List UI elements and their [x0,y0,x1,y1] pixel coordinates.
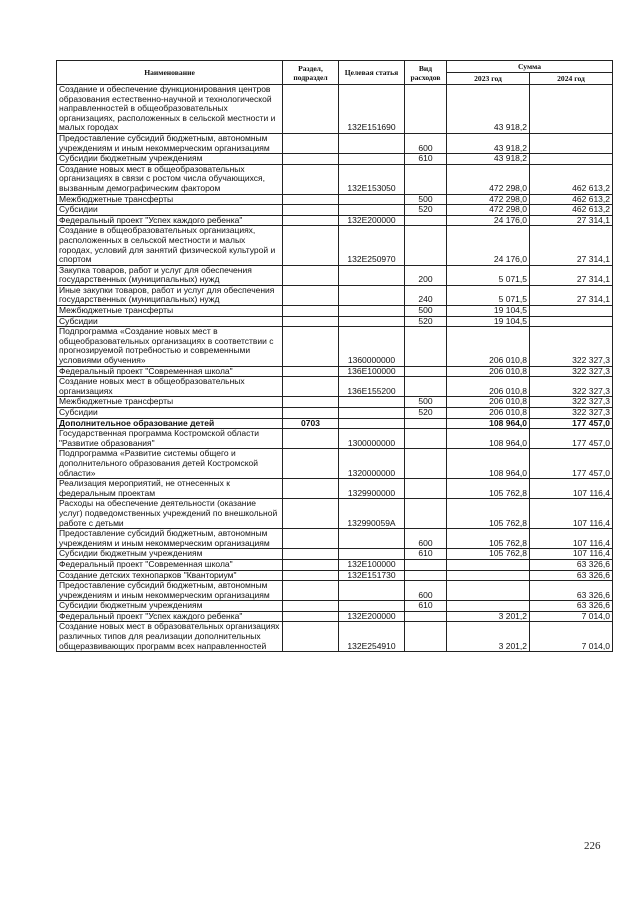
row-razdel [283,559,339,570]
row-statia [339,133,405,153]
row-sum-2023: 206 010,8 [447,397,530,408]
row-vid [405,429,447,449]
row-name: Подпрограмма «Развитие системы общего и дополнительного образования детей Костромской области» [57,449,283,479]
row-sum-2024: 107 116,4 [530,549,613,560]
row-sum-2023: 472 298,0 [447,194,530,205]
table-row [57,570,613,581]
row-razdel [283,549,339,560]
row-vid [405,377,447,397]
table-row [57,327,613,366]
header-statia: Целевая статья [339,61,405,85]
row-name: Государственная программа Костромской области "Развитие образования" [57,429,283,449]
row-sum-2023: 43 918,2 [447,154,530,165]
row-name: Федеральный проект "Успех каждого ребенка" [57,215,283,226]
row-statia [339,408,405,419]
row-sum-2023: 105 762,8 [447,499,530,529]
row-statia [339,549,405,560]
row-sum-2023: 108 964,0 [447,418,530,429]
row-sum-2023: 5 071,5 [447,265,530,285]
row-vid [405,622,447,652]
row-statia: 132E151730 [339,570,405,581]
table-header [57,61,613,85]
row-name: Межбюджетные трансферты [57,306,283,317]
table-row [57,611,613,622]
row-vid: 600 [405,529,447,549]
row-statia [339,205,405,216]
row-razdel [283,397,339,408]
row-statia [339,581,405,601]
budget-table [56,60,613,652]
row-name: Реализация мероприятий, не отнесенных к федеральным проектам [57,479,283,499]
row-statia [339,285,405,305]
table-row [57,429,613,449]
row-sum-2024: 27 314,1 [530,285,613,305]
table-row [57,316,613,327]
row-sum-2024 [530,133,613,153]
row-sum-2024: 63 326,6 [530,581,613,601]
table-row [57,366,613,377]
row-razdel [283,479,339,499]
row-name: Субсидии [57,205,283,216]
row-sum-2024: 27 314,1 [530,215,613,226]
row-razdel [283,215,339,226]
row-sum-2023: 105 762,8 [447,549,530,560]
row-name: Предоставление субсидий бюджетным, автономным учреждениям и иным некоммерческим организациям [57,581,283,601]
header-2024: 2024 год [530,73,613,85]
row-vid [405,366,447,377]
row-vid [405,479,447,499]
row-sum-2024: 177 457,0 [530,429,613,449]
table-row [57,164,613,194]
row-sum-2024: 27 314,1 [530,265,613,285]
row-name: Создание новых мест в образовательных организациях различных типов для реализации дополнительных общеразвивающих программ всех направленностей [57,622,283,652]
row-sum-2024: 462 613,2 [530,205,613,216]
row-name: Подпрограмма «Создание новых мест в общеобразовательных организациях в соответствии с прогнозируемой потребностью и современными условиями обучения» [57,327,283,366]
row-vid: 610 [405,154,447,165]
row-sum-2024: 462 613,2 [530,194,613,205]
row-vid [405,559,447,570]
row-sum-2024: 322 327,3 [530,397,613,408]
row-statia [339,265,405,285]
row-statia: 1320000000 [339,449,405,479]
row-statia: 136E100000 [339,366,405,377]
row-statia: 136E155200 [339,377,405,397]
row-vid: 600 [405,133,447,153]
row-name: Субсидии бюджетным учреждениям [57,154,283,165]
row-sum-2023: 206 010,8 [447,366,530,377]
row-vid: 520 [405,408,447,419]
row-statia: 132E250970 [339,226,405,265]
table-row [57,408,613,419]
row-name: Предоставление субсидий бюджетным, автономным учреждениям и иным некоммерческим организациям [57,133,283,153]
row-sum-2023 [447,601,530,612]
table-row [57,154,613,165]
row-sum-2023: 206 010,8 [447,327,530,366]
row-statia: 132E100000 [339,559,405,570]
row-name: Субсидии [57,316,283,327]
row-vid: 200 [405,265,447,285]
row-razdel [283,133,339,153]
row-sum-2024: 177 457,0 [530,418,613,429]
row-sum-2023 [447,559,530,570]
row-vid [405,499,447,529]
row-razdel [283,377,339,397]
table-row [57,377,613,397]
table-row [57,133,613,153]
row-razdel [283,601,339,612]
header-razdel: Раздел, подраздел [283,61,339,85]
table-row [57,418,613,429]
row-sum-2023: 19 104,5 [447,316,530,327]
row-name: Субсидии бюджетным учреждениям [57,601,283,612]
row-razdel [283,164,339,194]
row-statia [339,529,405,549]
table-row [57,581,613,601]
row-sum-2023: 43 918,2 [447,133,530,153]
page-number: 226 [584,840,601,852]
row-statia: 1329900000 [339,479,405,499]
row-vid: 500 [405,306,447,317]
row-razdel [283,570,339,581]
table-row [57,601,613,612]
table-row [57,622,613,652]
row-name: Создание и обеспечение функционирования центров образования естественно-научной и технологической направленностей в общеобразовательных организациях, расположенных в сельской местности и малых городах [57,85,283,134]
row-sum-2023: 105 762,8 [447,479,530,499]
row-razdel [283,611,339,622]
row-razdel [283,449,339,479]
row-vid [405,611,447,622]
row-name: Расходы на обеспечение деятельности (оказание услуг) подведомственных учреждений по внешкольной работе с детьми [57,499,283,529]
row-sum-2024: 7 014,0 [530,622,613,652]
table-row [57,306,613,317]
row-razdel [283,285,339,305]
row-razdel [283,194,339,205]
row-name: Иные закупки товаров, работ и услуг для обеспечения государственных (муниципальных) нужд [57,285,283,305]
row-razdel [283,265,339,285]
row-razdel [283,306,339,317]
header-summa: Сумма [447,61,613,73]
row-sum-2023: 206 010,8 [447,408,530,419]
row-vid [405,418,447,429]
row-sum-2024: 107 116,4 [530,529,613,549]
row-statia [339,154,405,165]
row-statia: 1300000000 [339,429,405,449]
row-name: Создание новых мест в общеобразовательных организациях в связи с ростом числа обучающихся, вызванным демографическим фактором [57,164,283,194]
row-sum-2024: 63 326,6 [530,559,613,570]
table-row [57,549,613,560]
row-sum-2024: 107 116,4 [530,479,613,499]
budget-page [56,60,612,652]
row-vid [405,226,447,265]
row-sum-2023: 19 104,5 [447,306,530,317]
row-statia: 132990059А [339,499,405,529]
table-row [57,226,613,265]
row-sum-2023: 5 071,5 [447,285,530,305]
row-statia [339,397,405,408]
row-name: Предоставление субсидий бюджетным, автономным учреждениям и иным некоммерческим организациям [57,529,283,549]
row-sum-2023: 3 201,2 [447,622,530,652]
table-row [57,205,613,216]
row-name: Федеральный проект "Современная школа" [57,559,283,570]
row-sum-2023: 24 176,0 [447,226,530,265]
row-sum-2023 [447,570,530,581]
row-vid: 240 [405,285,447,305]
row-razdel [283,529,339,549]
row-vid [405,85,447,134]
row-sum-2023: 472 298,0 [447,205,530,216]
row-razdel [283,226,339,265]
row-name: Субсидии [57,408,283,419]
row-name: Закупка товаров, работ и услуг для обеспечения государственных (муниципальных) нужд [57,265,283,285]
row-statia [339,316,405,327]
row-name: Дополнительное образование детей [57,418,283,429]
row-vid [405,449,447,479]
row-sum-2024: 107 116,4 [530,499,613,529]
row-name: Межбюджетные трансферты [57,397,283,408]
row-sum-2024 [530,154,613,165]
row-vid: 610 [405,601,447,612]
row-sum-2023: 3 201,2 [447,611,530,622]
table-row [57,397,613,408]
row-sum-2024: 322 327,3 [530,377,613,397]
row-statia: 1360000000 [339,327,405,366]
row-sum-2023: 105 762,8 [447,529,530,549]
row-vid [405,327,447,366]
row-statia [339,601,405,612]
row-vid: 610 [405,549,447,560]
table-row [57,194,613,205]
table-row [57,265,613,285]
row-razdel [283,429,339,449]
row-sum-2023: 43 918,2 [447,85,530,134]
row-sum-2024: 322 327,3 [530,327,613,366]
table-row [57,479,613,499]
table-row [57,285,613,305]
row-statia [339,418,405,429]
table-row [57,559,613,570]
row-vid [405,164,447,194]
row-razdel [283,581,339,601]
row-sum-2024 [530,85,613,134]
row-vid [405,215,447,226]
row-razdel [283,499,339,529]
row-vid: 520 [405,205,447,216]
row-sum-2024: 177 457,0 [530,449,613,479]
row-razdel [283,366,339,377]
row-vid: 600 [405,581,447,601]
row-statia [339,306,405,317]
row-razdel [283,205,339,216]
row-name: Создание в общеобразовательных организациях, расположенных в сельской местности и малых городах, условий для занятий физической культурой и спортом [57,226,283,265]
row-sum-2023 [447,581,530,601]
row-statia: 132E254910 [339,622,405,652]
row-sum-2024: 7 014,0 [530,611,613,622]
row-name: Федеральный проект "Успех каждого ребенка" [57,611,283,622]
row-name: Межбюджетные трансферты [57,194,283,205]
header-vid: Вид расходов [405,61,447,85]
row-statia: 132E200000 [339,215,405,226]
row-name: Создание новых мест в общеобразовательных организациях [57,377,283,397]
row-razdel [283,85,339,134]
row-sum-2023: 24 176,0 [447,215,530,226]
header-2023: 2023 год [447,73,530,85]
row-razdel: 0703 [283,418,339,429]
row-sum-2024: 322 327,3 [530,366,613,377]
row-sum-2024 [530,306,613,317]
header-name: Наименование [57,61,283,85]
row-statia: 132E200000 [339,611,405,622]
row-name: Субсидии бюджетным учреждениям [57,549,283,560]
row-razdel [283,316,339,327]
row-name: Федеральный проект "Современная школа" [57,366,283,377]
row-sum-2024: 462 613,2 [530,164,613,194]
row-razdel [283,327,339,366]
row-sum-2023: 108 964,0 [447,449,530,479]
row-sum-2024: 322 327,3 [530,408,613,419]
row-sum-2023: 108 964,0 [447,429,530,449]
row-statia: 132E153050 [339,164,405,194]
row-razdel [283,408,339,419]
table-row [57,215,613,226]
row-sum-2024: 63 326,6 [530,570,613,581]
row-razdel [283,154,339,165]
row-statia [339,194,405,205]
row-razdel [283,622,339,652]
row-name: Создание детских технопарков "Кванториум" [57,570,283,581]
row-vid: 520 [405,316,447,327]
table-row [57,529,613,549]
row-sum-2024 [530,316,613,327]
row-vid [405,570,447,581]
row-sum-2023: 206 010,8 [447,377,530,397]
table-body [57,85,613,652]
table-row [57,499,613,529]
row-sum-2024: 63 326,6 [530,601,613,612]
row-vid: 500 [405,194,447,205]
row-sum-2023: 472 298,0 [447,164,530,194]
row-vid: 500 [405,397,447,408]
table-row [57,449,613,479]
row-statia: 132E151690 [339,85,405,134]
row-sum-2024: 27 314,1 [530,226,613,265]
table-row [57,85,613,134]
